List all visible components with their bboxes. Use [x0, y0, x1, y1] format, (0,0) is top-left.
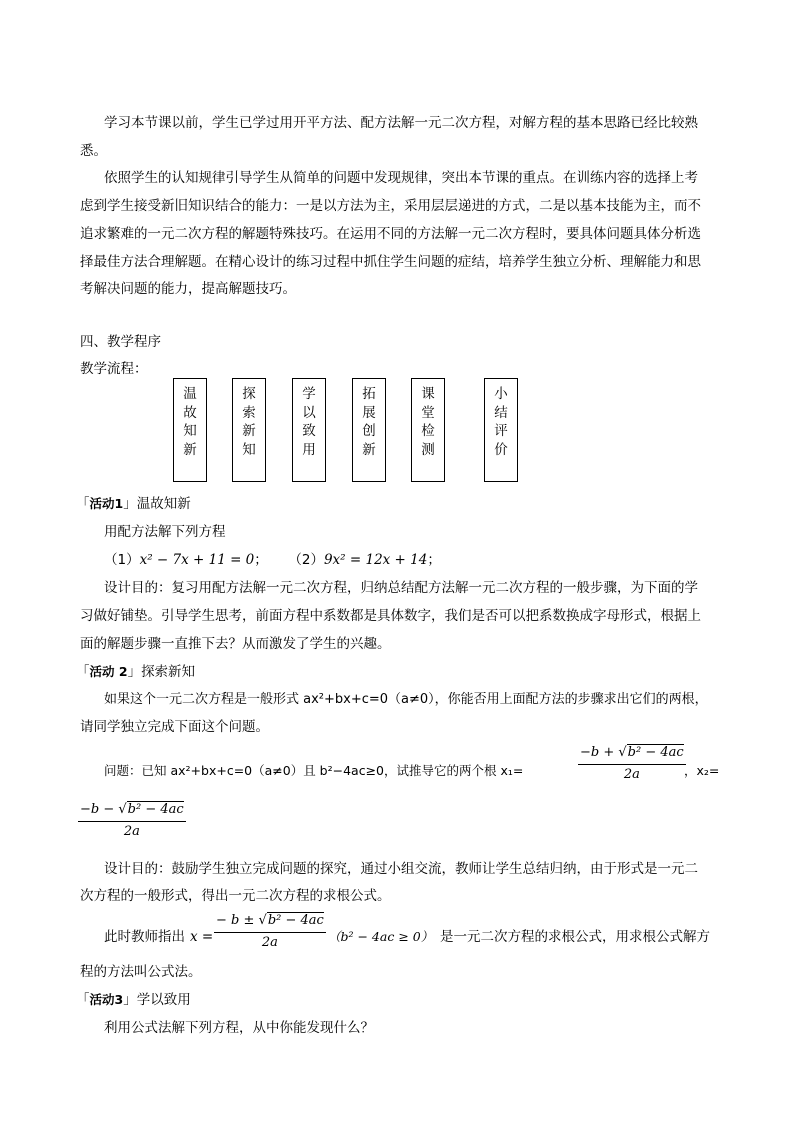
flow-box-test: 课 堂 检 测: [411, 378, 445, 482]
root2-fraction: $\frac{\text{−b − √b² − 4ac}}{2a}$: [80, 802, 184, 839]
equation-1: x² − 7x + 11 = 0: [139, 552, 255, 568]
activity3-task: 利用公式法解下列方程，从中你能发现什么？: [104, 1020, 374, 1036]
x2-label: ，x₂=: [684, 763, 720, 778]
intro-p2-line4: 择最佳方法合理解题。在精心设计的练习过程中抓住学生问题的症结，培养学生独立分析、理解能力和思: [80, 254, 701, 270]
section-heading: 四、教学程序: [80, 334, 161, 350]
intro-p1-line1: 学习本节课以前，学生已学过用开平方法、配方法解一元二次方程，对解方程的基本思路已经比较熟: [104, 115, 698, 131]
activity1-task: 用配方法解下列方程: [104, 524, 226, 540]
activity3-heading: 「活动3」学以致用: [76, 992, 191, 1008]
activity2-label: 活动 2: [89, 664, 128, 679]
intro-p1-line2: 悉。: [80, 143, 107, 159]
activity3-label: 活动3: [89, 992, 124, 1007]
formula-condition: （b² − 4ac ≥ 0）: [328, 929, 434, 944]
activity2-design-line1: 设计目的：鼓励学生独立完成问题的探究，通过小组交流，教师让学生总结归纳，由于形式是一元二: [104, 861, 698, 877]
flow-box-review: 温 故 知 新: [173, 378, 207, 482]
intro-p2-line1: 依照学生的认知规律引导学生从简单的问题中发现规律，突出本节课的重点。在训练内容的选择上考: [104, 170, 698, 186]
formula-tail-line2: 程的方法叫公式法。: [80, 964, 202, 980]
equation-2: 9x² = 12x + 14: [323, 552, 428, 568]
flow-label: 教学流程：: [80, 361, 148, 377]
intro-p2-line5: 考解决问题的能力，提高解题技巧。: [80, 281, 296, 297]
root1-fraction: $\frac{\text{−b + √b² − 4ac}}{2a}$: [580, 745, 684, 782]
activity1-equations: （1）x² − 7x + 11 = 0； （2）9x² = 12x + 14；: [104, 552, 441, 568]
flow-box-apply: 学 以 致 用: [292, 378, 326, 482]
activity2-para-line2: 请同学独立完成下面这个问题。: [80, 719, 269, 735]
activity1-design-line1: 设计目的：复习用配方法解一元二次方程，归纳总结配方法解一元二次方程的一般步骤，为下面的学: [104, 580, 698, 596]
activity2-design-line2: 次方程的一般形式，得出一元二次方程的求根公式。: [80, 888, 391, 904]
activity2-question: 问题：已知 ax²+bx+c=0（a≠0）且 b²−4ac≥0，试推导它的两个根 x₁=: [104, 763, 524, 778]
activity1-design-line2: 习做好铺垫。引导学生思考，前面方程中系数都是具体数字，我们是否可以把系数换成字母形式，根据上: [80, 608, 701, 624]
quadratic-formula-fraction: $\frac{\text{− b ± √b² − 4ac}}{2a}$: [216, 913, 324, 950]
intro-p2-line3: 追求繁难的一元二次方程的解题特殊技巧。在运用不同的方法解一元二次方程时，要具体问题具体分析选: [80, 226, 701, 242]
activity1-design-line3: 面的解题步骤一直推下去？从而激发了学生的兴趣。: [80, 636, 391, 652]
formula-lhs: x =: [190, 929, 214, 945]
flow-box-extend: 拓 展 创 新: [352, 378, 386, 482]
activity1-heading: 「活动1」温故知新: [76, 496, 191, 512]
activity2-heading: 「活动 2」探索新知: [76, 664, 196, 680]
formula-tail: 是一元二次方程的求根公式，用求根公式解方: [440, 929, 710, 945]
intro-p2-line2: 虑到学生接受新旧知识结合的能力：一是以方法为主，采用层层递进的方式，二是以基本技能为主，而不: [80, 198, 701, 214]
formula-lead: 此时教师指出: [104, 929, 185, 945]
flow-box-summary: 小 结 评 价: [484, 378, 518, 482]
flow-box-explore: 探 索 新 知: [232, 378, 266, 482]
activity2-para-line1: 如果这个一元二次方程是一般形式 ax²+bx+c=0（a≠0），你能否用上面配方法的步骤求出它们的两根，: [104, 692, 708, 707]
activity1-label: 活动1: [89, 496, 124, 511]
